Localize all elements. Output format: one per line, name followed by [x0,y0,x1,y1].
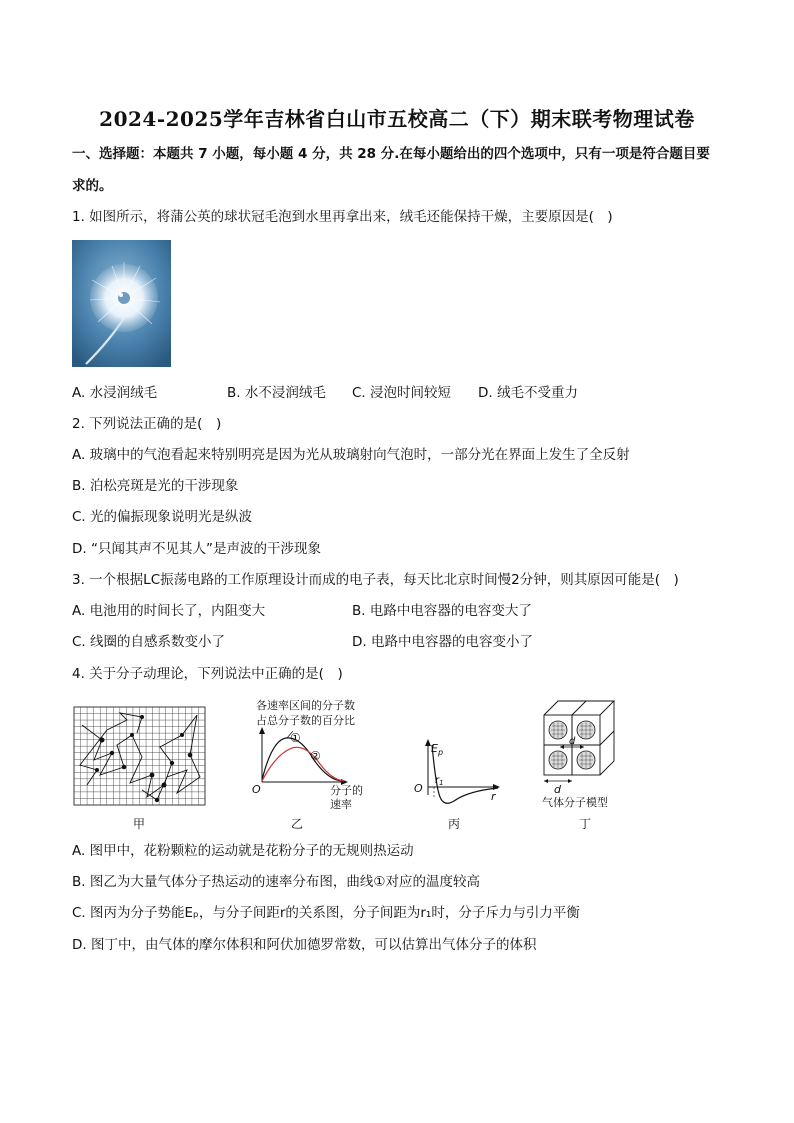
yi-origin: O [252,783,261,796]
q4-option-d: D. 图丁中，由气体的摩尔体积和阿伏加德罗常数，可以估算出气体分子的体积 [72,937,537,953]
ding-d-label-outer: d [554,783,561,796]
q3-option-a: A. 电池用的时间长了，内阻变大 [72,603,266,619]
yi-curve1-label: ① [290,731,301,745]
yi-ylabel-line2: 占总分子数的百分比 [256,714,355,727]
dandelion-image [72,240,171,367]
figure-jia [72,705,207,811]
figure-yi-label: 乙 [290,817,303,831]
q2-option-a: A. 玻璃中的气泡看起来特别明亮是因为光从玻璃射向气泡时，一部分光在界面上发生了全反射 [72,447,630,463]
q2-option-b: B. 泊松亮斑是光的干涉现象 [72,478,239,494]
yi-curve2-label: ② [310,749,321,763]
q4-stem: 4. 关于分子动理论，下列说法中正确的是( ) [72,666,343,682]
yi-ylabel-line1: 各速率区间的分子数 [256,699,355,712]
figure-ding-label: 丁 [578,817,591,831]
q1-option-c: C. 浸泡时间较短 [352,385,452,401]
ding-d-label-inner: d [569,736,576,747]
figure-jia-label: 甲 [132,817,145,831]
q3-stem: 3. 一个根据LC振荡电路的工作原理设计而成的电子表，每天比北京时间慢2分钟，则其原因可能是( ) [72,572,679,588]
q2-stem: 2. 下列说法正确的是( ) [72,416,222,432]
yi-xlabel-line1: 分子的 [330,784,363,797]
q3-option-d: D. 电路中电容器的电容变小了 [352,634,533,650]
bing-ylabel: $E_p$ [431,742,444,757]
q1-option-b: B. 水不浸润绒毛 [227,385,326,401]
q3-option-c: C. 线圈的自感系数变小了 [72,634,226,650]
q1-option-d: D. 绒毛不受重力 [478,385,578,401]
bing-origin: O [414,782,423,795]
q3-option-b: B. 电路中电容器的电容变大了 [352,603,532,619]
bing-r1-label: $r_1$ [435,775,444,787]
q2-option-d: D. “只闻其声不见其人”是声波的干涉现象 [72,541,321,557]
q4-option-a: A. 图甲中，花粉颗粒的运动就是花粉分子的无规则热运动 [72,843,414,859]
q4-option-b: B. 图乙为大量气体分子热运动的速率分布图，曲线①对应的温度较高 [72,874,480,890]
bing-xlabel: r [491,790,496,803]
figure-bing-label: 丙 [447,817,460,831]
figure-bing [410,735,505,814]
figure-ding [540,695,630,817]
section-instructions-line1: 一、选择题：本题共 7 小题，每小题 4 分，共 28 分.在每小题给出的四个选项中，只有一项是符合题目要 [72,146,710,162]
q4-option-c: C. 图丙为分子势能Eₚ，与分子间距r的关系图，分子间距为r₁时，分子斥力与引力平衡 [72,905,580,921]
q1-option-a: A. 水浸润绒毛 [72,385,158,401]
exam-title: 2024-2025学年吉林省白山市五校高二（下）期末联考物理试卷 [99,107,695,131]
q2-option-c: C. 光的偏振现象说明光是纵波 [72,509,253,525]
figure-yi [248,698,378,817]
section-instructions-line2: 求的。 [72,178,113,194]
q1-stem: 1. 如图所示，将蒲公英的球状冠毛泡到水里再拿出来，绒毛还能保持干燥，主要原因是( ) [72,209,613,225]
ding-caption: 气体分子模型 [542,796,608,809]
yi-xlabel-line2: 速率 [330,798,352,811]
